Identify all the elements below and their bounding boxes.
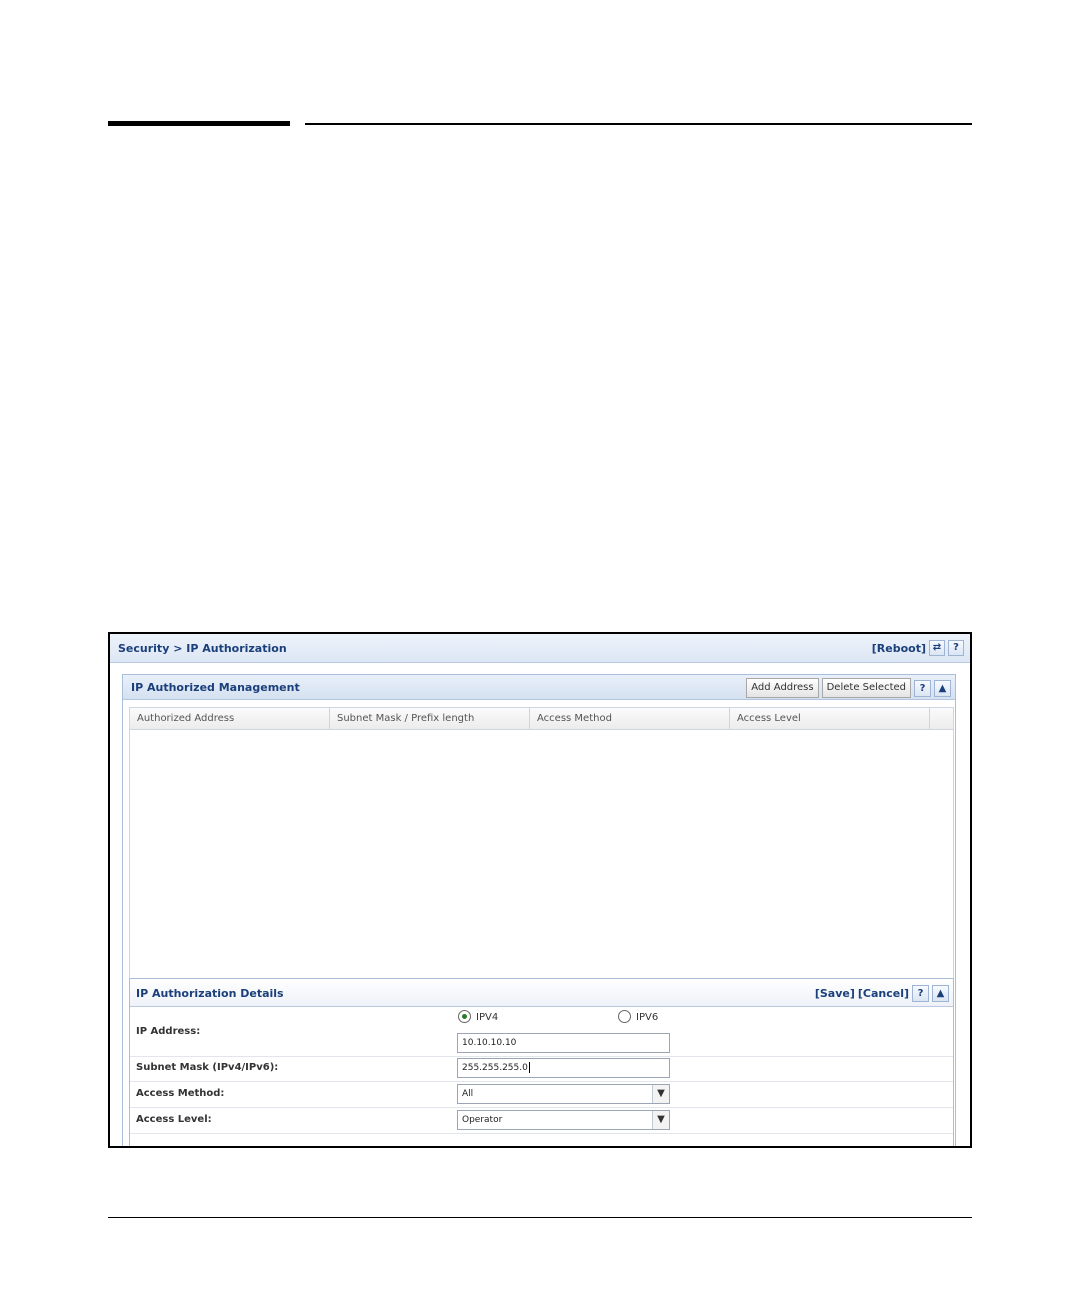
ip-authorized-management-panel [122, 674, 956, 1148]
column-subnet-mask[interactable]: Subnet Mask / Prefix length [330, 708, 530, 729]
ipv4-label: IPV4 [476, 1012, 499, 1023]
ip-address-input[interactable]: 10.10.10.10 [457, 1033, 670, 1053]
access-method-value: All [462, 1089, 474, 1099]
ipv6-label: IPV6 [636, 1012, 659, 1023]
ipv6-radio[interactable] [618, 1010, 631, 1023]
footer-rule [108, 1217, 972, 1218]
access-method-row [130, 1082, 953, 1108]
subnet-mask-value: 255.255.255.0 [462, 1063, 528, 1073]
subnet-mask-input[interactable] [457, 1058, 670, 1078]
column-access-method[interactable]: Access Method [530, 708, 730, 729]
access-level-select[interactable] [457, 1110, 670, 1130]
help-icon[interactable]: ? [914, 680, 931, 697]
access-method-select[interactable] [457, 1084, 670, 1104]
add-address-button[interactable]: Add Address [746, 678, 818, 698]
column-access-level[interactable]: Access Level [730, 708, 930, 729]
ip-address-label: IP Address: [136, 1026, 201, 1037]
chevron-down-icon[interactable]: ▼ [652, 1111, 669, 1129]
ip-address-row [130, 1007, 953, 1057]
subnet-mask-row [130, 1056, 953, 1082]
header-rule-thick [108, 121, 290, 126]
help-icon[interactable]: ? [912, 985, 929, 1002]
collapse-icon[interactable]: ▲ [934, 680, 951, 697]
access-level-value: Operator [462, 1115, 503, 1125]
chevron-down-icon[interactable]: ▼ [652, 1085, 669, 1103]
header-rule-thin [305, 123, 972, 125]
access-level-label: Access Level: [136, 1114, 212, 1125]
breadcrumb: Security > IP Authorization [118, 642, 287, 655]
ip-authorization-details-panel [129, 978, 954, 1148]
help-icon[interactable]: ? [948, 640, 964, 656]
column-authorized-address[interactable]: Authorized Address [130, 708, 330, 729]
screenshot-frame [108, 632, 972, 1148]
details-title: IP Authorization Details [136, 987, 284, 1000]
cancel-link[interactable]: [Cancel] [857, 987, 909, 1000]
title-bar [110, 634, 970, 663]
title-bar-tools [872, 640, 964, 656]
panel-tools [746, 678, 951, 698]
access-method-label: Access Method: [136, 1088, 225, 1099]
panel-title: IP Authorized Management [131, 681, 300, 694]
panel-header [123, 675, 955, 700]
details-tools [815, 985, 949, 1002]
access-level-row [130, 1108, 953, 1134]
details-header [130, 979, 953, 1007]
text-cursor [529, 1062, 530, 1073]
collapse-icon[interactable]: ▲ [932, 985, 949, 1002]
reboot-link[interactable]: [Reboot] [871, 641, 926, 655]
table-header [130, 708, 953, 730]
refresh-icon[interactable]: ⇄ [929, 640, 945, 656]
subnet-mask-label: Subnet Mask (IPv4/IPv6): [136, 1062, 279, 1073]
save-link[interactable]: [Save] [814, 987, 855, 1000]
ipv4-radio[interactable] [458, 1010, 471, 1023]
authorized-address-table [129, 707, 954, 979]
delete-selected-button[interactable]: Delete Selected [822, 678, 911, 698]
